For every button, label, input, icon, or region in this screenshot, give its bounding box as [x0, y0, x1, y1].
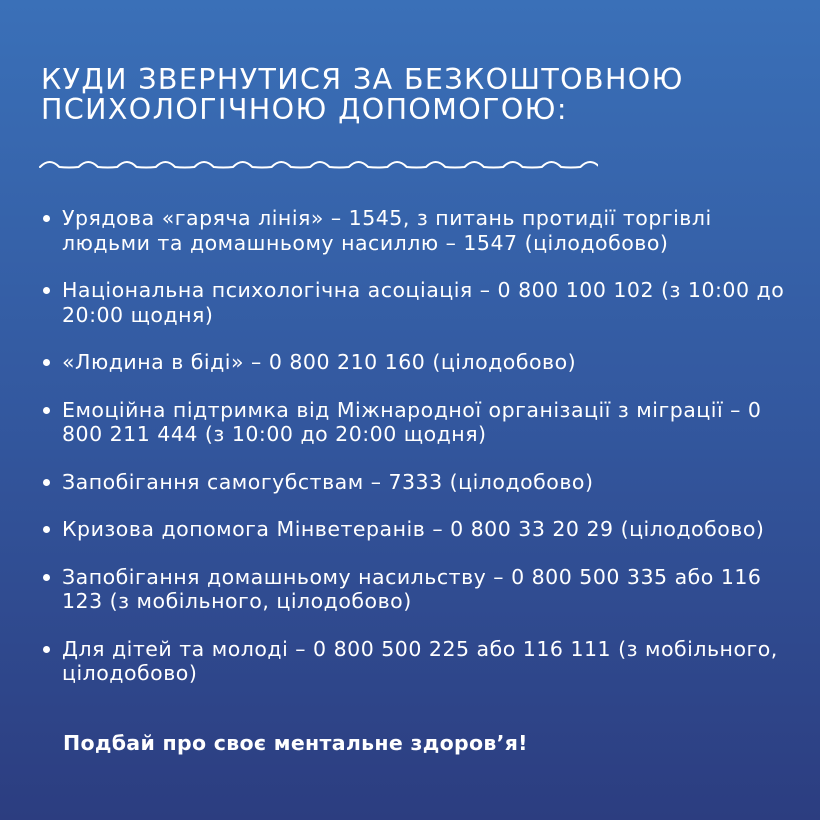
list-item [36, 637, 796, 686]
hotline-text: Емоційна підтримка від Міжнародної організації з міграції – 0 800 211 444 (з 10:00 до 20:00 щодня) [62, 397, 762, 446]
list-item [36, 278, 796, 327]
list-item [36, 517, 796, 542]
bullet-icon [43, 359, 50, 366]
hotline-text: Національна психологічна асоціація – 0 800 100 102 (з 10:00 до 20:00 щодня) [62, 278, 785, 327]
list-item [36, 206, 796, 255]
hotline-text: Кризова допомога Мінветеранів – 0 800 33 20 29 (цілодобово) [62, 517, 765, 541]
title-line-2: ПСИХОЛОГІЧНОЮ ДОПОМОГОЮ: [41, 93, 568, 126]
hotline-text: Запобігання самогубствам – 7333 (цілодобово) [62, 469, 594, 494]
bullet-icon [43, 646, 50, 653]
wave-divider-icon [38, 154, 598, 174]
title-line-1: КУДИ ЗВЕРНУТИСЯ ЗА БЕЗКОШТОВНОЮ [41, 63, 684, 96]
bullet-icon [43, 479, 50, 486]
list-item [36, 565, 796, 614]
bullet-icon [43, 526, 50, 533]
bullet-icon [43, 287, 50, 294]
hotline-text: «Людина в біді» – 0 800 210 160 (цілодобово) [62, 350, 577, 374]
bullet-icon [43, 215, 50, 222]
page-title [41, 65, 741, 125]
list-item [36, 350, 796, 375]
list-item [36, 470, 796, 495]
hotline-text: Запобігання домашньому насильству – 0 800 500 335 або 116 123 (з мобільного, цілодобово) [62, 564, 762, 613]
bullet-icon [43, 574, 50, 581]
footer-message: Подбай про своє ментальне здоров’я! [63, 731, 528, 755]
hotline-text: Урядова «гаряча лінія» – 1545, з питань протидії торгівлі людьми та домашньому насиллю – 1547 (цілодобово) [62, 206, 712, 255]
hotline-text: Для дітей та молоді – 0 800 500 225 або 116 111 (з мобільного, цілодобово) [62, 636, 778, 685]
list-item [36, 398, 796, 447]
bullet-icon [43, 407, 50, 414]
hotline-list [36, 206, 796, 709]
